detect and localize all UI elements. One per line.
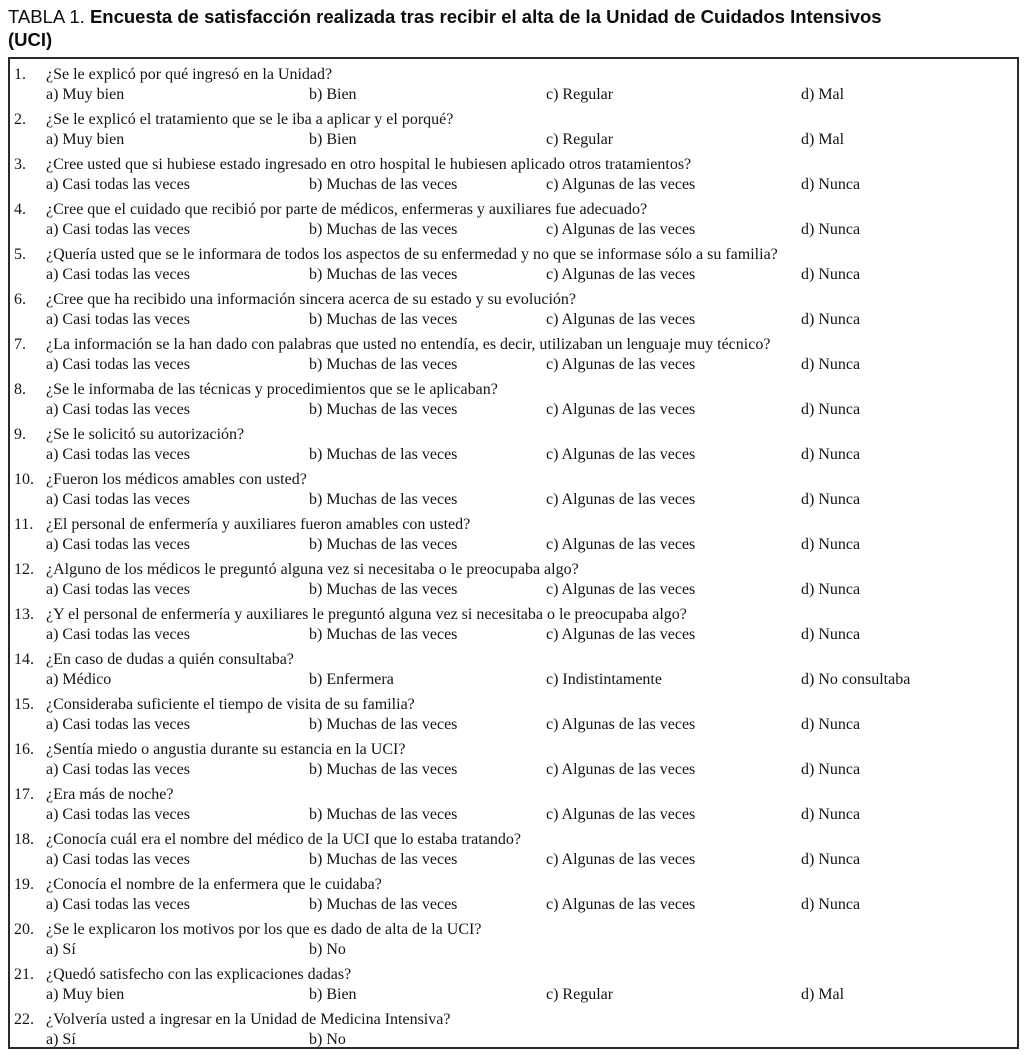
answer-option: b) Muchas de las veces [309, 401, 458, 418]
question-item [14, 650, 1011, 690]
answer-option: c) Regular [546, 131, 614, 148]
answer-option: b) Muchas de las veces [309, 581, 458, 598]
answer-options [46, 895, 1011, 915]
question-number: 13. [14, 606, 34, 623]
question-item [14, 1010, 1011, 1049]
answer-option: b) Muchas de las veces [309, 491, 458, 508]
question-number: 14. [14, 651, 34, 668]
question-number: 6. [14, 291, 26, 308]
table-title: Encuesta de satisfacción realizada tras recibir el alta de la Unidad de Cuidados Intensivos (UCI) [8, 6, 882, 50]
answer-options [46, 490, 1011, 510]
answer-option: a) Sí [46, 941, 76, 958]
question-item [14, 335, 1011, 375]
answer-option: a) Casi todas las veces [46, 716, 190, 733]
question-text: ¿Conocía cuál era el nombre del médico de la UCI que lo estaba tratando? [46, 831, 521, 848]
answer-options [46, 580, 1011, 600]
question-number: 12. [14, 561, 34, 578]
answer-option: d) Nunca [801, 581, 861, 598]
question-text: ¿Sentía miedo o angustia durante su estancia en la UCI? [46, 741, 406, 758]
question-line [14, 650, 1011, 670]
answer-option: c) Algunas de las veces [546, 311, 696, 328]
answer-option: a) Muy bien [46, 131, 125, 148]
answer-options [46, 400, 1011, 420]
answer-option: c) Indistintamente [546, 671, 662, 688]
question-number: 15. [14, 696, 34, 713]
question-text: ¿Se le informaba de las técnicas y procedimientos que se le aplicaban? [46, 381, 498, 398]
answer-option: c) Algunas de las veces [546, 356, 696, 373]
answer-option: a) Casi todas las veces [46, 311, 190, 328]
answer-option: b) Muchas de las veces [309, 536, 458, 553]
answer-option: b) Muchas de las veces [309, 626, 458, 643]
answer-option: c) Algunas de las veces [546, 176, 696, 193]
answer-option: b) Muchas de las veces [309, 851, 458, 868]
table-label: TABLA 1. [8, 6, 85, 27]
question-item [14, 875, 1011, 915]
question-line [14, 875, 1011, 895]
answer-option: b) No [309, 1031, 346, 1048]
question-line [14, 515, 1011, 535]
answer-options [46, 175, 1011, 195]
question-text: ¿Conocía el nombre de la enfermera que le cuidaba? [46, 876, 382, 893]
answer-option: a) Muy bien [46, 86, 125, 103]
question-item [14, 425, 1011, 465]
question-line [14, 560, 1011, 580]
answer-options [46, 1030, 1011, 1049]
question-item [14, 605, 1011, 645]
question-number: 9. [14, 426, 26, 443]
answer-option: d) Nunca [801, 401, 861, 418]
question-number: 17. [14, 786, 34, 803]
answer-option: a) Casi todas las veces [46, 806, 190, 823]
answer-options [46, 265, 1011, 285]
question-text: ¿Cree que ha recibido una información sincera acerca de su estado y su evolución? [46, 291, 576, 308]
answer-option: d) Nunca [801, 491, 861, 508]
question-item [14, 155, 1011, 195]
answer-options [46, 625, 1011, 645]
question-item [14, 785, 1011, 825]
answer-option: d) Nunca [801, 356, 861, 373]
question-text: ¿Quería usted que se le informara de todos los aspectos de su enfermedad y no que se informase sólo a su familia? [46, 246, 778, 263]
question-line [14, 830, 1011, 850]
question-item [14, 695, 1011, 735]
answer-option: d) Nunca [801, 851, 861, 868]
answer-option: c) Algunas de las veces [546, 896, 696, 913]
answer-option: d) Mal [801, 131, 845, 148]
question-number: 20. [14, 921, 34, 938]
answer-option: d) Nunca [801, 716, 861, 733]
answer-options [46, 670, 1011, 690]
answer-option: c) Algunas de las veces [546, 491, 696, 508]
answer-options [46, 445, 1011, 465]
question-text: ¿Alguno de los médicos le preguntó alguna vez si necesitaba o le preocupaba algo? [46, 561, 579, 578]
question-number: 16. [14, 741, 34, 758]
question-number: 18. [14, 831, 34, 848]
question-line [14, 155, 1011, 175]
answer-options [46, 985, 1011, 1005]
answer-option: b) Muchas de las veces [309, 761, 458, 778]
question-number: 10. [14, 471, 34, 488]
answer-option: a) Casi todas las veces [46, 581, 190, 598]
question-item [14, 965, 1011, 1005]
answer-options [46, 850, 1011, 870]
question-text: ¿Fueron los médicos amables con usted? [46, 471, 307, 488]
answer-option: a) Casi todas las veces [46, 761, 190, 778]
question-item [14, 65, 1011, 105]
answer-option: a) Casi todas las veces [46, 266, 190, 283]
question-item [14, 560, 1011, 600]
question-list [14, 65, 1011, 1049]
answer-option: c) Regular [546, 86, 614, 103]
question-number: 1. [14, 66, 26, 83]
answer-option: a) Casi todas las veces [46, 446, 190, 463]
question-number: 19. [14, 876, 34, 893]
question-line [14, 785, 1011, 805]
answer-option: d) No consultaba [801, 671, 911, 688]
table-caption [8, 5, 928, 51]
question-text: ¿Consideraba suficiente el tiempo de visita de su familia? [46, 696, 415, 713]
answer-option: d) Nunca [801, 626, 861, 643]
question-number: 22. [14, 1011, 34, 1028]
question-text: ¿Se le solicitó su autorización? [46, 426, 245, 443]
answer-option: b) Bien [309, 86, 357, 103]
question-line [14, 695, 1011, 715]
question-line [14, 425, 1011, 445]
question-item [14, 830, 1011, 870]
answer-option: b) Bien [309, 986, 357, 1003]
answer-option: a) Casi todas las veces [46, 176, 190, 193]
answer-option: a) Sí [46, 1031, 76, 1048]
answer-option: c) Algunas de las veces [546, 806, 696, 823]
question-line [14, 245, 1011, 265]
answer-option: d) Nunca [801, 176, 861, 193]
answer-option: b) Muchas de las veces [309, 356, 458, 373]
answer-option: c) Algunas de las veces [546, 266, 696, 283]
question-number: 8. [14, 381, 26, 398]
answer-option: c) Algunas de las veces [546, 626, 696, 643]
answer-option: a) Casi todas las veces [46, 491, 190, 508]
answer-options [46, 760, 1011, 780]
answer-option: d) Nunca [801, 221, 861, 238]
answer-option: c) Algunas de las veces [546, 221, 696, 238]
answer-option: b) Muchas de las veces [309, 176, 458, 193]
question-line [14, 920, 1011, 940]
answer-option: c) Algunas de las veces [546, 851, 696, 868]
question-text: ¿Era más de noche? [46, 786, 174, 803]
question-text: ¿Volvería usted a ingresar en la Unidad de Medicina Intensiva? [46, 1011, 451, 1028]
answer-option: b) Muchas de las veces [309, 266, 458, 283]
answer-option: a) Casi todas las veces [46, 851, 190, 868]
question-item [14, 920, 1011, 960]
question-number: 5. [14, 246, 26, 263]
answer-option: b) Muchas de las veces [309, 311, 458, 328]
answer-option: b) Muchas de las veces [309, 716, 458, 733]
question-line [14, 470, 1011, 490]
answer-options [46, 805, 1011, 825]
answer-options [46, 220, 1011, 240]
question-number: 3. [14, 156, 26, 173]
answer-option: d) Nunca [801, 446, 861, 463]
answer-options [46, 715, 1011, 735]
answer-option: b) Muchas de las veces [309, 806, 458, 823]
question-text: ¿Se le explicó por qué ingresó en la Unidad? [46, 66, 333, 83]
answer-option: d) Nunca [801, 311, 861, 328]
question-item [14, 380, 1011, 420]
question-number: 2. [14, 111, 26, 128]
question-item [14, 515, 1011, 555]
answer-options [46, 130, 1011, 150]
question-text: ¿En caso de dudas a quién consultaba? [46, 651, 294, 668]
answer-option: d) Nunca [801, 266, 861, 283]
answer-option: d) Nunca [801, 761, 861, 778]
question-item [14, 470, 1011, 510]
survey-table [8, 57, 1019, 1049]
answer-option: a) Casi todas las veces [46, 626, 190, 643]
answer-option: d) Nunca [801, 806, 861, 823]
answer-options [46, 355, 1011, 375]
answer-option: a) Casi todas las veces [46, 896, 190, 913]
question-line [14, 335, 1011, 355]
answer-option: a) Casi todas las veces [46, 401, 190, 418]
question-line [14, 200, 1011, 220]
answer-options [46, 940, 1011, 960]
question-item [14, 245, 1011, 285]
question-text: ¿Cree usted que si hubiese estado ingresado en otro hospital le hubiesen aplicado otros tratamientos? [46, 156, 692, 173]
answer-option: a) Casi todas las veces [46, 536, 190, 553]
answer-option: d) Nunca [801, 536, 861, 553]
answer-option: c) Algunas de las veces [546, 446, 696, 463]
question-text: ¿Se le explicó el tratamiento que se le iba a aplicar y el porqué? [46, 111, 454, 128]
question-text: ¿El personal de enfermería y auxiliares fueron amables con usted? [46, 516, 471, 533]
answer-option: c) Algunas de las veces [546, 536, 696, 553]
answer-option: c) Algunas de las veces [546, 761, 696, 778]
question-number: 11. [14, 516, 34, 533]
question-line [14, 605, 1011, 625]
question-line [14, 965, 1011, 985]
question-line [14, 740, 1011, 760]
question-item [14, 290, 1011, 330]
answer-option: c) Regular [546, 986, 614, 1003]
answer-option: a) Casi todas las veces [46, 356, 190, 373]
question-line [14, 1010, 1011, 1030]
question-text: ¿La información se la han dado con palabras que usted no entendía, es decir, utilizaban un lenguaje muy técnico? [46, 336, 771, 353]
question-item [14, 740, 1011, 780]
answer-option: b) No [309, 941, 346, 958]
question-line [14, 380, 1011, 400]
answer-options [46, 535, 1011, 555]
question-text: ¿Y el personal de enfermería y auxiliares le preguntó alguna vez si necesitaba o le preocupaba algo? [46, 606, 687, 623]
answer-options [46, 310, 1011, 330]
answer-option: b) Muchas de las veces [309, 446, 458, 463]
answer-option: b) Muchas de las veces [309, 221, 458, 238]
answer-option: c) Algunas de las veces [546, 401, 696, 418]
answer-option: b) Muchas de las veces [309, 896, 458, 913]
question-item [14, 110, 1011, 150]
answer-option: d) Mal [801, 86, 845, 103]
answer-option: b) Enfermera [309, 671, 394, 688]
question-number: 21. [14, 966, 34, 983]
question-number: 4. [14, 201, 26, 218]
question-line [14, 290, 1011, 310]
question-line [14, 110, 1011, 130]
answer-option: d) Nunca [801, 896, 861, 913]
question-number: 7. [14, 336, 26, 353]
answer-option: d) Mal [801, 986, 845, 1003]
answer-option: a) Casi todas las veces [46, 221, 190, 238]
answer-option: a) Médico [46, 671, 112, 688]
question-line [14, 65, 1011, 85]
answer-option: c) Algunas de las veces [546, 716, 696, 733]
answer-option: b) Bien [309, 131, 357, 148]
answer-option: a) Muy bien [46, 986, 125, 1003]
question-text: ¿Cree que el cuidado que recibió por parte de médicos, enfermeras y auxiliares fue adecuado? [46, 201, 648, 218]
question-item [14, 200, 1011, 240]
question-text: ¿Quedó satisfecho con las explicaciones dadas? [46, 966, 352, 983]
answer-option: c) Algunas de las veces [546, 581, 696, 598]
question-text: ¿Se le explicaron los motivos por los que es dado de alta de la UCI? [46, 921, 482, 938]
answer-options [46, 85, 1011, 105]
